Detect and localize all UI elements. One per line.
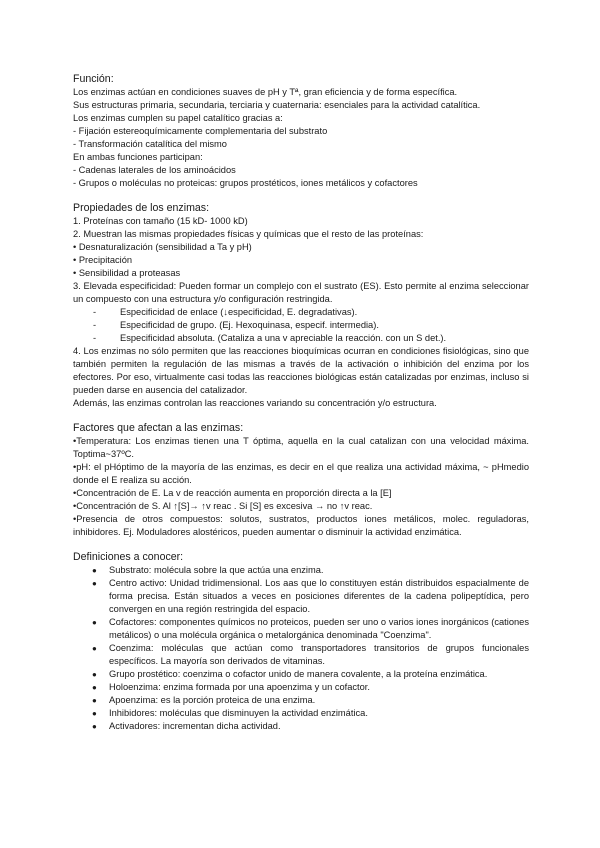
factor-item: •Temperatura: Los enzimas tienen una T óptima, aquella en la cual catalizan con una velocidad máxima. Toptima~37ºC.: [73, 436, 529, 459]
text-line: - Grupos o moléculas no proteicas: grupos prostéticos, iones metálicos y cofactores: [73, 178, 418, 188]
definition-item: [92, 564, 529, 577]
definition-item: [92, 616, 529, 642]
sub-list-item: [93, 306, 529, 319]
text-line: • Desnaturalización (sensibilidad a Ta y pH): [73, 242, 252, 252]
factor-item: •Concentración de E. La v de reacción aumenta en proporción directa a la [E]: [73, 488, 392, 498]
document-page: [73, 72, 529, 733]
text-line: • Sensibilidad a proteasas: [73, 268, 181, 278]
text-line: 2. Muestran las mismas propiedades físicas y químicas que el resto de las proteínas:: [73, 229, 424, 239]
section-title-propiedades: Propiedades de los enzimas:: [73, 202, 210, 214]
sub-item-text: Especificidad de enlace (↓especificidad, E. degradativas).: [120, 307, 358, 317]
bullet-icon: ●: [92, 670, 97, 679]
dash-marker: -: [93, 320, 97, 330]
definition-item: [92, 642, 529, 668]
text-line: Sus estructuras primaria, secundaria, terciaria y cuaternaria: esenciales para la actividad catalítica.: [73, 100, 481, 110]
bullet-icon: ●: [92, 709, 97, 718]
sub-list-item: [93, 319, 529, 332]
definition-text: Coenzima: moléculas que actúan como transportadores transitorios de grupos funcionales específicos. La mayoría son derivados de vitaminas.: [109, 643, 529, 666]
text-line: En ambas funciones participan:: [73, 152, 203, 162]
definition-item: [92, 668, 529, 681]
definition-text: Inhibidores: moléculas que disminuyen la actividad enzimática.: [109, 708, 368, 718]
bullet-icon: ●: [92, 722, 97, 731]
definition-item: [92, 681, 529, 694]
definition-text: Holoenzima: enzima formada por una apoenzima y un cofactor.: [109, 682, 370, 692]
bullet-icon: ●: [92, 566, 97, 575]
text-line: 1. Proteínas con tamaño (15 kD- 1000 kD): [73, 216, 248, 226]
definition-text: Cofactores: componentes químicos no proteicos, pueden ser uno o varios iones inorgánicos (cationes metálicos) o una molécula orgánica o metalorgánica denominada "Coenzima".: [109, 617, 529, 640]
dash-marker: -: [93, 307, 97, 317]
factor-item: •pH: el pHóptimo de la mayoría de las enzimas, es decir en el que realiza una actividad máxima, ~ pHmedio donde el E realiza su acción.: [73, 462, 529, 485]
bullet-icon: ●: [92, 618, 97, 627]
text-line: - Transformación catalítica del mismo: [73, 139, 227, 149]
bullet-icon: ●: [92, 683, 97, 692]
section-title-factores: Factores que afectan a las enzimas:: [73, 422, 244, 434]
definition-item: [92, 694, 529, 707]
definition-text: Activadores: incrementan dicha actividad.: [109, 721, 281, 731]
section-title-funcion: Función:: [73, 73, 114, 85]
definition-text: Centro activo: Unidad tridimensional. Los aas que lo constituyen están distribuidos espacialmente de forma precisa. Están situados a veces en posiciones diferentes de la cadena polipeptídica, pero convergen en una región restringida del espacio.: [109, 578, 529, 614]
definition-text: Substrato: molécula sobre la que actúa una enzima.: [109, 565, 324, 575]
text-line: Además, las enzimas controlan las reacciones variando su concentración y/o estructura.: [73, 398, 437, 408]
bullet-icon: ●: [92, 644, 97, 653]
definition-item: [92, 577, 529, 616]
definition-text: Grupo prostético: coenzima o cofactor unido de manera covalente, a la proteína enzimática.: [109, 669, 488, 679]
text-line: - Fijación estereoquímicamente complementaria del substrato: [73, 126, 328, 136]
factor-item: •Concentración de S. Al ↑[S]→ ↑v reac . Si [S] es excesiva → no ↑v reac.: [73, 501, 373, 511]
paragraph-regulacion: 4. Los enzimas no sólo permiten que las reacciones bioquímicas ocurran en condiciones fisiológicas, sino que también permiten la regulación de las mismas a través de la activación o inhibición del enzima por los efectores. Por eso, virtualmente casi todas las reacciones biológicas están catalizadas por enzimas, incluso si pueden darse en ausencia del catalizador.: [73, 346, 529, 395]
text-line: • Precipitación: [73, 255, 133, 265]
sub-item-text: Especificidad absoluta. (Cataliza a una v apreciable la reacción. con un S det.).: [120, 333, 447, 343]
definition-item: [92, 707, 529, 720]
definition-text: Apoenzima: es la porción proteica de una enzima.: [109, 695, 316, 705]
bullet-icon: ●: [92, 696, 97, 705]
section-title-definiciones: Definiciones a conocer:: [73, 551, 184, 563]
bullet-icon: ●: [92, 579, 97, 588]
text-line: - Cadenas laterales de los aminoácidos: [73, 165, 236, 175]
sub-item-text: Especificidad de grupo. (Ej. Hexoquinasa, especif. intermedia).: [120, 320, 379, 330]
paragraph-especificidad: 3. Elevada especificidad: Pueden formar un complejo con el sustrato (ES). Esto permite al enzima seleccionar un compuesto con una estructura y/o configuración restringida.: [73, 281, 529, 304]
definition-item: [92, 720, 529, 733]
sub-list-item: [93, 332, 529, 345]
dash-marker: -: [93, 333, 97, 343]
text-line: Los enzimas actúan en condiciones suaves de pH y Tª, gran eficiencia y de forma específica.: [73, 87, 458, 97]
text-line: Los enzimas cumplen su papel catalítico gracias a:: [73, 113, 283, 123]
factor-item: •Presencia de otros compuestos: solutos, sustratos, productos iones metálicos, molec. reguladoras, inhibidores. Ej. Moduladores alostéricos, pueden aumentar o disminuir la actividad enzimática.: [73, 514, 529, 537]
